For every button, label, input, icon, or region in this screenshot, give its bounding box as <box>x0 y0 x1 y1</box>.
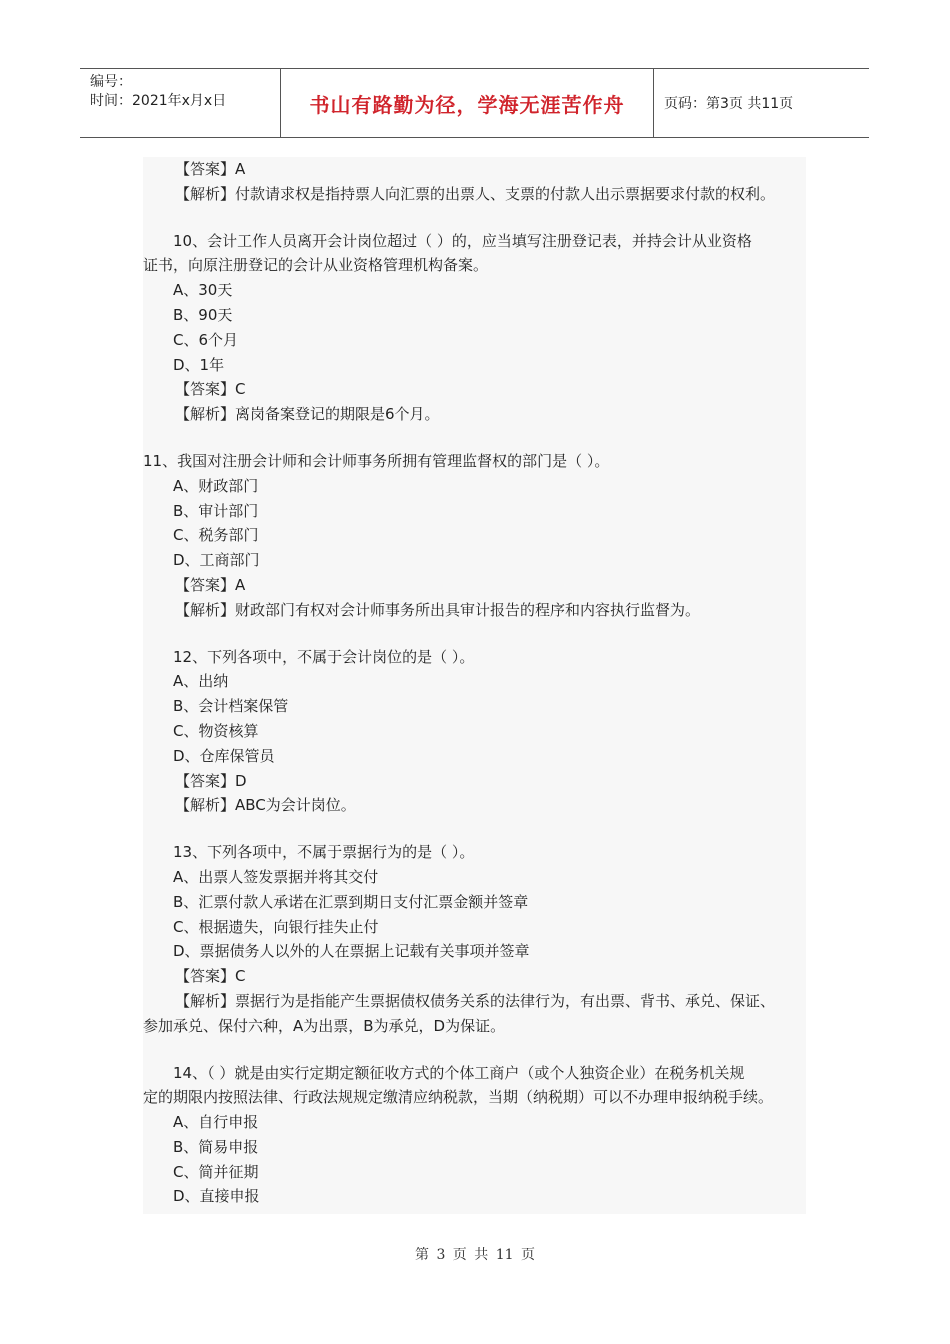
question-stem: 12、下列各项中，不属于会计岗位的是（ ）。 <box>173 647 475 666</box>
question-stem: 定的期限内按照法律、行政法规规定缴清应纳税款，当期（纳税期）可以不办理申报纳税手续。 <box>143 1088 774 1107</box>
option-c: C、6个月 <box>173 330 239 349</box>
option-b: B、审计部门 <box>173 501 259 520</box>
answer-line: 【答案】A <box>175 575 246 594</box>
analysis-line: 【解析】财政部门有权对会计师事务所出具审计报告的程序和内容执行监督为。 <box>175 600 701 619</box>
question-stem: 13、下列各项中，不属于票据行为的是（ ）。 <box>173 843 475 862</box>
answer-line: 【答案】C <box>175 967 246 986</box>
option-c: C、税务部门 <box>173 526 259 545</box>
analysis-line: 【解析】离岗备案登记的期限是6个月。 <box>175 405 440 424</box>
question-content <box>143 157 806 1214</box>
option-d: D、工商部门 <box>173 551 260 570</box>
answer-line: 【答案】C <box>175 380 246 399</box>
option-a: A、30天 <box>173 281 233 300</box>
option-b: B、90天 <box>173 305 233 324</box>
header-meta <box>80 69 281 137</box>
question-block <box>143 229 806 427</box>
option-d: D、1年 <box>173 355 225 374</box>
header-page-code: 页码：第3页 共11页 <box>664 96 794 112</box>
option-d: D、仓库保管员 <box>173 746 275 765</box>
analysis-line: 【解析】付款请求权是指持票人向汇票的出票人、支票的付款人出示票据要求付款的权利。 <box>175 184 776 203</box>
header-page-code-cell <box>654 69 869 137</box>
option-c: C、物资核算 <box>173 721 259 740</box>
option-a: A、出纳 <box>173 672 229 691</box>
option-a: A、自行申报 <box>173 1113 259 1132</box>
header-motto: 书山有路勤为径，学海无涯苦作舟 <box>309 92 625 117</box>
page-footer: 第 3 页 共 11 页 <box>415 1247 535 1263</box>
question-stem: 证书，向原注册登记的会计从业资格管理机构备案。 <box>143 256 489 275</box>
question-stem: 14、（ ）就是由实行定期定额征收方式的个体工商户（或个人独资企业）在税务机关规 <box>173 1063 745 1082</box>
question-stem: 10、会计工作人员离开会计岗位超过（ ）的，应当填写注册登记表，并持会计从业资格 <box>173 231 752 250</box>
answer-line: 【答案】A <box>175 160 246 178</box>
option-c: C、简并征期 <box>173 1162 259 1181</box>
question-stem: 11、我国对注册会计师和会计师事务所拥有管理监督权的部门是（ ）。 <box>143 451 610 470</box>
option-b: B、汇票付款人承诺在汇票到期日支付汇票金额并签章 <box>173 892 529 911</box>
option-d: D、票据债务人以外的人在票据上记载有关事项并签章 <box>173 942 530 961</box>
answer-line: 【答案】D <box>175 771 247 790</box>
question-block <box>143 840 806 1038</box>
option-b: B、简易申报 <box>173 1137 259 1156</box>
option-b: B、会计档案保管 <box>173 697 289 716</box>
analysis-line: 参加承兑、保付六种，A为出票，B为承兑，D为保证。 <box>143 1016 506 1035</box>
question-block <box>143 1061 806 1210</box>
header-motto-cell <box>281 69 654 137</box>
analysis-line: 【解析】票据行为是指能产生票据债权债务关系的法律行为，有出票、背书、承兑、保证、 <box>175 991 776 1010</box>
document-number: 编号： <box>90 74 132 90</box>
option-a: A、出票人签发票据并将其交付 <box>173 867 379 886</box>
question-block <box>143 157 806 207</box>
page-header <box>80 68 869 138</box>
option-a: A、财政部门 <box>173 476 259 495</box>
question-block <box>143 449 806 623</box>
option-c: C、根据遗失，向银行挂失止付 <box>173 917 379 936</box>
option-d: D、直接申报 <box>173 1187 260 1206</box>
question-block <box>143 645 806 819</box>
document-date: 时间：2021年x月x日 <box>90 93 227 109</box>
analysis-line: 【解析】ABC为会计岗位。 <box>175 796 356 815</box>
